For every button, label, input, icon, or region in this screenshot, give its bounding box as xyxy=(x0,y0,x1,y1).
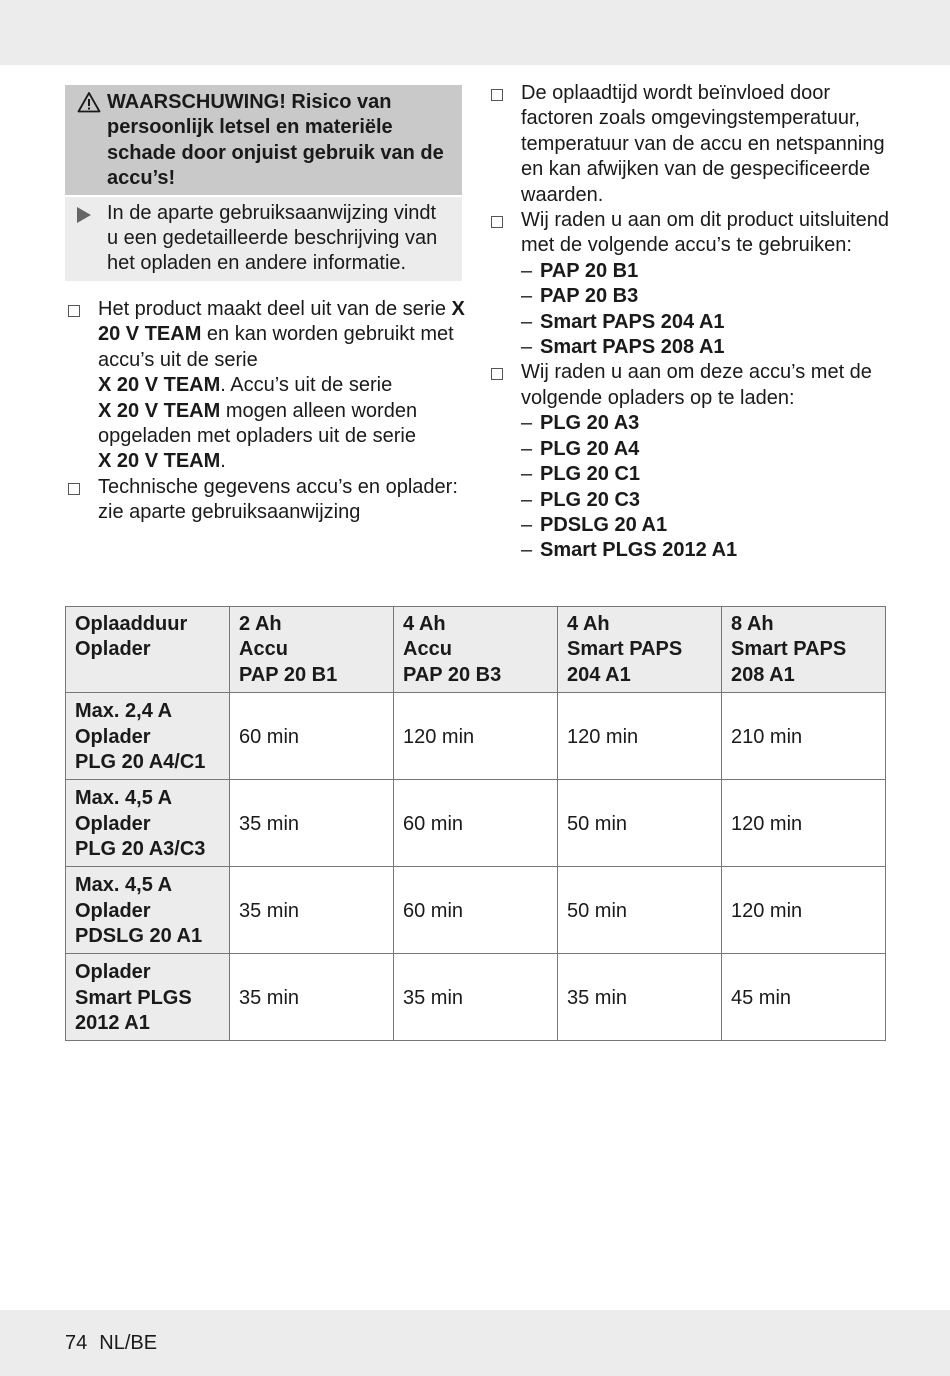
text-run: Wij raden u aan om deze accu’s met de volgende opladers op te laden: xyxy=(521,361,872,409)
text-run: Het product maakt deel uit van de serie xyxy=(98,298,452,320)
battery-item: – Smart PAPS 208 A1 xyxy=(521,336,725,359)
warning-header xyxy=(65,85,462,195)
warning-icon xyxy=(77,91,101,113)
table-header-row xyxy=(66,607,886,693)
right-column xyxy=(488,81,898,564)
table-cell: 35 min xyxy=(230,867,394,954)
header-band xyxy=(0,0,950,65)
row-header-cell: Max. 4,5 A Oplader PDSLG 20 A1 xyxy=(66,867,230,954)
row-header-cell: Max. 4,5 A Oplader PLG 20 A3/C3 xyxy=(66,780,230,867)
checkbox-icon xyxy=(68,483,80,495)
arrow-right-icon xyxy=(77,207,91,223)
charger-item: – Smart PLGS 2012 A1 xyxy=(521,539,738,562)
battery-list xyxy=(488,259,898,361)
text-run: mogen alleen worden opgeladen met opladers uit de serie xyxy=(98,399,418,448)
charging-time-table xyxy=(65,606,886,1041)
charger-item: – PDSLG 20 A1 xyxy=(521,513,668,536)
series-name: X 20 V TEAM xyxy=(98,399,221,422)
text-run: Wij raden u aan om dit product uitsluitend met de volgende accu’s te gebruiken: xyxy=(521,209,889,257)
checkbox-icon xyxy=(491,368,503,380)
table-row xyxy=(66,693,886,780)
charger-item: – PLG 20 A3 xyxy=(521,412,640,435)
table-header-cell: 4 Ah Smart PAPS 204 A1 xyxy=(558,607,722,693)
table-cell: 35 min xyxy=(558,954,722,1041)
warning-box xyxy=(65,85,462,281)
text-run: en kan worden gebruikt met accu’s uit de serie xyxy=(98,323,454,371)
battery-item: – PAP 20 B1 xyxy=(521,259,639,282)
text-run: Technische gegevens accu’s en oplader: zie aparte gebruiksaanwijzing xyxy=(98,475,458,524)
text-run: . xyxy=(220,450,226,473)
list-item xyxy=(65,475,465,526)
checkbox-icon xyxy=(491,89,503,101)
table-row xyxy=(66,954,886,1041)
table-cell: 50 min xyxy=(558,867,722,954)
warning-body xyxy=(65,197,462,281)
series-name: X 20 V TEAM xyxy=(98,450,221,473)
table-cell: 210 min xyxy=(722,693,886,780)
table-cell: 35 min xyxy=(230,954,394,1041)
table-cell: 120 min xyxy=(394,693,558,780)
list-item xyxy=(488,81,898,208)
page-number: 74 xyxy=(65,1332,88,1354)
series-name: X 20 V TEAM xyxy=(98,298,465,346)
battery-item: – Smart PAPS 204 A1 xyxy=(521,310,725,333)
row-header-cell: Oplader Smart PLGS 2012 A1 xyxy=(66,954,230,1041)
table-cell: 50 min xyxy=(558,780,722,867)
checkbox-icon xyxy=(491,216,503,228)
charger-item: – PLG 20 C3 xyxy=(521,488,641,511)
table-cell: 120 min xyxy=(722,867,886,954)
table-header-cell: Oplaadduur Oplader xyxy=(66,607,230,693)
table-header-cell: 4 Ah Accu PAP 20 B3 xyxy=(394,607,558,693)
warning-text: In de aparte gebruiksaanwijzing vindt u een gedetailleerde beschrijving van het opladen en andere informatie. xyxy=(107,201,438,275)
list-item xyxy=(488,208,898,259)
table-cell: 35 min xyxy=(230,780,394,867)
row-header-cell: Max. 2,4 A Oplader PLG 20 A4/C1 xyxy=(66,693,230,780)
table-cell: 35 min xyxy=(394,954,558,1041)
table-cell: 60 min xyxy=(394,780,558,867)
charger-item: – PLG 20 A4 xyxy=(521,437,640,460)
table-cell: 120 min xyxy=(558,693,722,780)
text-run: . Accu’s uit de serie xyxy=(220,374,393,397)
checkbox-icon xyxy=(68,305,80,317)
charger-list xyxy=(488,411,898,563)
warning-title: WAARSCHUWING! Risico van persoonlijk letsel en materiële schade door onjuist gebruik van de accu’s! xyxy=(107,91,444,190)
list-item xyxy=(65,297,465,475)
table-cell: 45 min xyxy=(722,954,886,1041)
series-name: X 20 V TEAM xyxy=(98,374,221,397)
table-header-cell: 8 Ah Smart PAPS 208 A1 xyxy=(722,607,886,693)
page-footer xyxy=(65,1331,157,1355)
table-cell: 120 min xyxy=(722,780,886,867)
list-item xyxy=(488,360,898,411)
table-header-cell: 2 Ah Accu PAP 20 B1 xyxy=(230,607,394,693)
table-row xyxy=(66,867,886,954)
charger-item: – PLG 20 C1 xyxy=(521,463,641,486)
table-cell: 60 min xyxy=(394,867,558,954)
language-code: NL/BE xyxy=(99,1332,158,1354)
table-cell: 60 min xyxy=(230,693,394,780)
table-row xyxy=(66,780,886,867)
text-run: De oplaadtijd wordt beïnvloed door factoren zoals omgevingstemperatuur, temperatuur van de accu en netspanning en kan afwijken van de gespecificeerde waarden. xyxy=(521,82,885,206)
left-column xyxy=(65,297,465,526)
battery-item: – PAP 20 B3 xyxy=(521,285,639,308)
